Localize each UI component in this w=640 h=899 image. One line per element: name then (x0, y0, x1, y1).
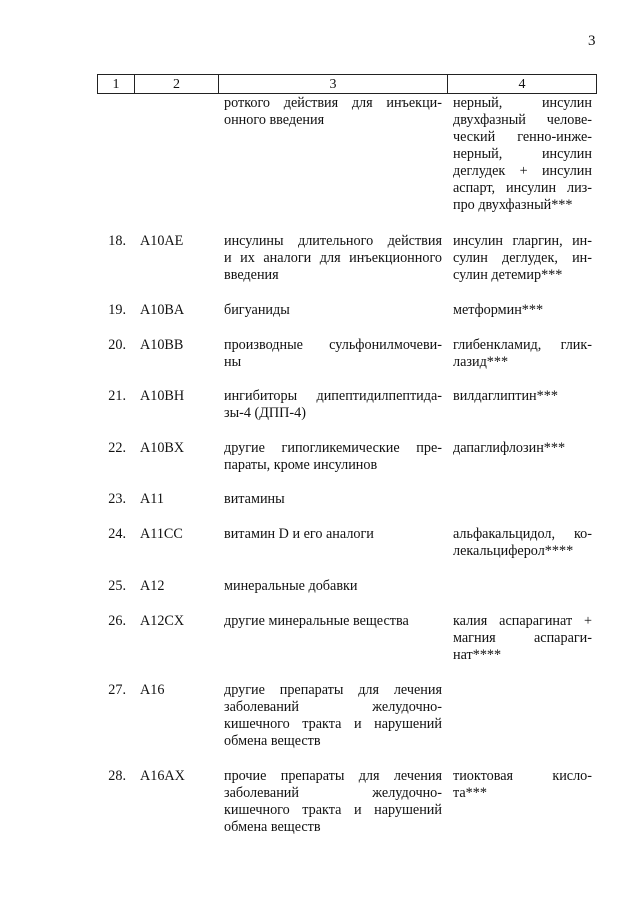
cell-line: калия аспарагинат + (453, 613, 592, 629)
header-col-1: 1 (112, 77, 120, 92)
cell-number (100, 233, 126, 250)
cell-line: A16 (140, 682, 165, 698)
cell-line: заболеваний желудочно- (224, 699, 442, 715)
cell-number (100, 578, 126, 595)
cell-atc-code (140, 613, 215, 630)
cell-line: сулин детемир*** (453, 267, 563, 283)
cell-line: магния аспараги- (453, 630, 592, 646)
cell-line: 23. (108, 491, 126, 507)
cell-line: ческий генно-инже- (453, 129, 592, 145)
cell-line: про двухфазный*** (453, 197, 573, 213)
cell-line: бигуаниды (224, 302, 290, 318)
cell-line: другие препараты для лечения (224, 682, 442, 698)
cell-line: обмена веществ (224, 733, 321, 749)
cell-line: 19. (108, 302, 126, 318)
cell-line: и их аналоги для инъекционного (224, 250, 442, 266)
cell-line: глибенкламид, глик- (453, 337, 592, 353)
cell-line: дапаглифлозин*** (453, 440, 566, 456)
cell-line: онного введения (224, 112, 325, 128)
cell-line: A10BX (140, 440, 185, 456)
cell-drugs (453, 233, 592, 284)
cell-line: 18. (108, 233, 126, 249)
cell-drugs (453, 337, 592, 371)
cell-line: лазид*** (453, 354, 509, 370)
cell-number (100, 613, 126, 630)
cell-line: 22. (108, 440, 126, 456)
cell-line: A11CC (140, 526, 183, 542)
cell-line: минеральные добавки (224, 578, 358, 594)
cell-indication (224, 233, 442, 284)
cell-line: аспарт, инсулин лиз- (453, 180, 592, 196)
cell-line: 25. (108, 578, 126, 594)
cell-line: производные сульфонилмочеви- (224, 337, 442, 353)
cell-line: прочие препараты для лечения (224, 768, 442, 784)
cell-line: A10AE (140, 233, 184, 249)
cell-line: вилдаглиптин*** (453, 388, 558, 404)
cell-line: 28. (108, 768, 126, 784)
cell-indication (224, 302, 442, 319)
cell-line: лекальциферол**** (453, 543, 574, 559)
cell-line: альфакальцидол, ко- (453, 526, 592, 542)
cell-atc-code (140, 440, 215, 457)
cell-line: 27. (108, 682, 126, 698)
cell-line: A12CX (140, 613, 185, 629)
header-col-4: 4 (518, 77, 526, 92)
cell-line: A16AX (140, 768, 185, 784)
cell-line: та*** (453, 785, 487, 801)
cell-atc-code (140, 578, 215, 595)
cell-line: деглудек + инсулин (453, 163, 592, 179)
cell-line: кишечного тракта и нарушений (224, 716, 442, 732)
cell-atc-code (140, 768, 215, 785)
cell-number (100, 440, 126, 457)
cell-indication (224, 388, 442, 422)
cell-indication (224, 491, 442, 508)
cell-drugs (453, 302, 592, 319)
cell-number (100, 302, 126, 319)
cell-indication (224, 613, 442, 630)
page-number: 3 (588, 33, 596, 49)
cell-line: A10BB (140, 337, 184, 353)
cell-line: A10BA (140, 302, 185, 318)
cell-indication (224, 682, 442, 750)
cell-number (100, 337, 126, 354)
cell-number (100, 682, 126, 699)
cell-line: ны (224, 354, 242, 370)
cell-number (100, 491, 126, 508)
cell-line: инсулины длительного действия (224, 233, 442, 249)
cell-line: нат**** (453, 647, 502, 663)
cell-drugs (453, 613, 592, 664)
cell-line: нерный, инсулин (453, 95, 592, 111)
cell-line: ингибиторы дипептидилпептида- (224, 388, 442, 404)
cell-line: зы-4 (ДПП-4) (224, 405, 306, 421)
cell-number (100, 768, 126, 785)
cell-line: нерный, инсулин (453, 146, 592, 162)
cell-drugs (453, 95, 592, 214)
cell-indication (224, 95, 442, 129)
cell-line: витамины (224, 491, 285, 507)
cell-number (100, 526, 126, 543)
cell-line: метформин*** (453, 302, 544, 318)
cell-atc-code (140, 302, 215, 319)
cell-indication (224, 578, 442, 595)
cell-line: заболеваний желудочно- (224, 785, 442, 801)
cell-line: витамин D и его аналоги (224, 526, 374, 542)
cell-indication (224, 768, 442, 836)
cell-line: сулин деглудек, ин- (453, 250, 592, 266)
cell-line: введения (224, 267, 279, 283)
cell-indication (224, 337, 442, 371)
cell-number (100, 388, 126, 405)
cell-atc-code (140, 388, 215, 405)
cell-line: параты, кроме инсулинов (224, 457, 378, 473)
cell-indication (224, 526, 442, 543)
cell-atc-code (140, 491, 215, 508)
cell-atc-code (140, 233, 215, 250)
cell-line: кишечного тракта и нарушений (224, 802, 442, 818)
cell-line: другие гипогликемические пре- (224, 440, 442, 456)
cell-line: A10BH (140, 388, 185, 404)
cell-line: A12 (140, 578, 165, 594)
cell-line: тиоктовая кисло- (453, 768, 592, 784)
cell-drugs (453, 440, 592, 457)
cell-line: инсулин гларгин, ин- (453, 233, 592, 249)
cell-line: A11 (140, 491, 164, 507)
cell-drugs (453, 526, 592, 560)
cell-line: 21. (108, 388, 126, 404)
cell-atc-code (140, 526, 215, 543)
cell-indication (224, 440, 442, 474)
cell-line: 24. (108, 526, 126, 542)
header-col-2: 2 (173, 77, 180, 92)
cell-line: другие минеральные вещества (224, 613, 409, 629)
cell-line: двухфазный челове- (453, 112, 592, 128)
cell-drugs (453, 768, 592, 802)
cell-atc-code (140, 337, 215, 354)
cell-line: 26. (108, 613, 126, 629)
cell-line: обмена веществ (224, 819, 321, 835)
cell-drugs (453, 388, 592, 405)
header-col-3: 3 (329, 77, 337, 92)
cell-line: роткого действия для инъекци- (224, 95, 442, 111)
cell-line: 20. (108, 337, 126, 353)
cell-atc-code (140, 682, 215, 699)
